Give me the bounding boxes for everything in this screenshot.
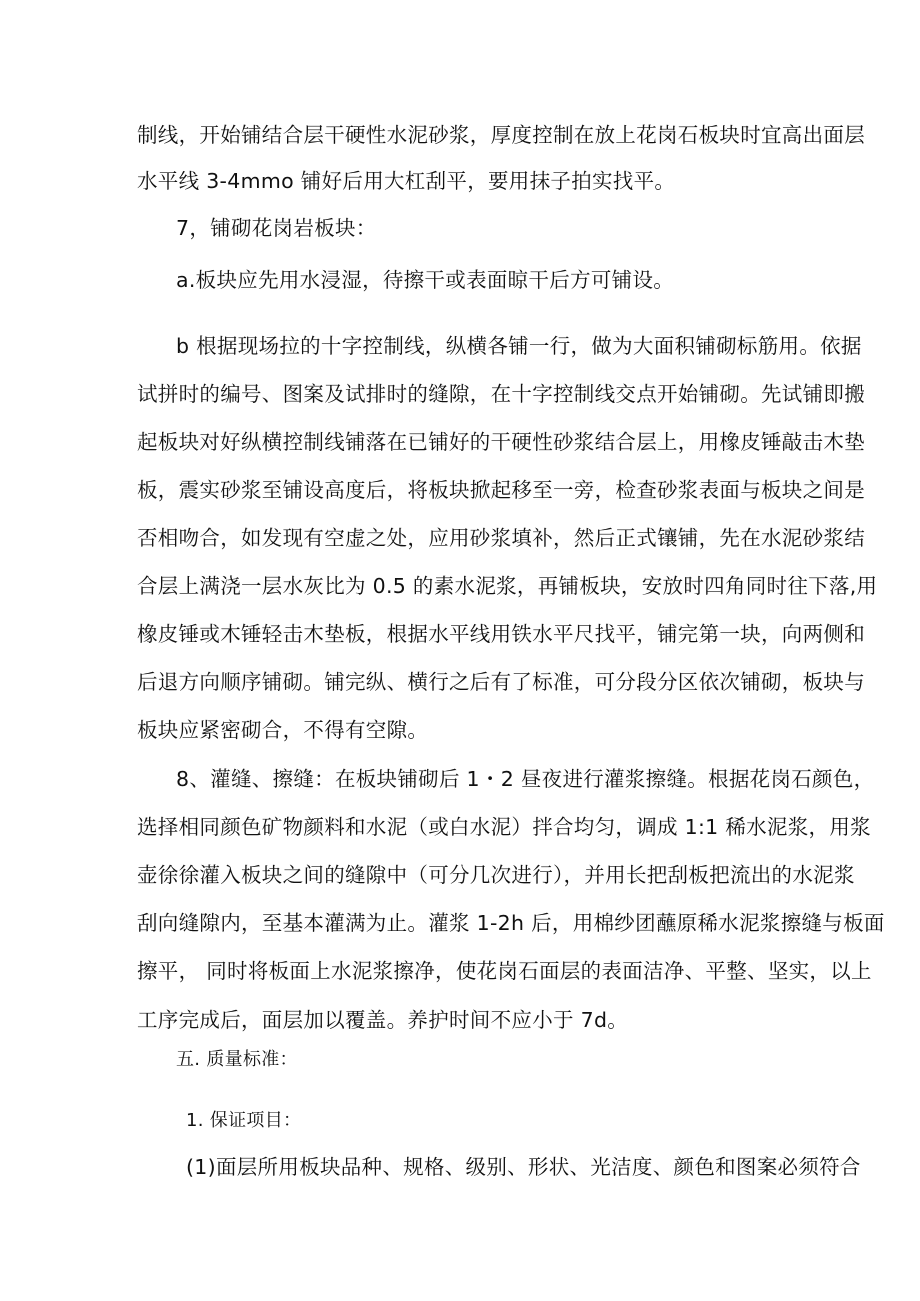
section-heading: 1. 保证项目： xyxy=(186,1110,302,1131)
text-line: 橡皮锤或木锤轻击木垫板，根据水平线用铁水平尺找平，铺完第一块，向两侧和 xyxy=(137,622,865,646)
text-line: 板，震实砂浆至铺设高度后，将板块掀起移至一旁，检查砂浆表面与板块之间是 xyxy=(137,478,865,502)
text-line: 起板块对好纵横控制线铺落在已铺好的干硬性砂浆结合层上，用橡皮锤敲击木垫 xyxy=(137,430,865,454)
text-line: 否相吻合，如发现有空虚之处，应用砂浆填补，然后正式镶铺，先在水泥砂浆结 xyxy=(137,526,865,550)
text-line: 试拼时的编号、图案及试排时的缝隙，在十字控制线交点开始铺砌。先试铺即搬 xyxy=(137,382,865,406)
text-line: 制线，开始铺结合层干硬性水泥砂浆，厚度控制在放上花岗石板块时宜高出面层 xyxy=(137,123,865,147)
text-line: a.板块应先用水浸湿，待擦干或表面晾干后方可铺设。 xyxy=(176,268,675,292)
section-heading: 五. 质量标准： xyxy=(176,1049,298,1070)
text-line: (1)面层所用板块品种、规格、级别、形状、光洁度、颜色和图案必须符合 xyxy=(186,1155,861,1179)
text-line: 水平线 3-4mmo 铺好后用大杠刮平，要用抹子拍实找平。 xyxy=(137,169,676,193)
text-line: 刮向缝隙内，至基本灌满为止。灌浆 1-2h 后，用棉纱团蘸原稀水泥浆擦缝与板面 xyxy=(137,911,885,935)
text-line: 选择相同颜色矿物颜料和水泥（或白水泥）拌合均匀，调成 1:1 稀水泥浆，用浆 xyxy=(137,815,871,839)
text-line: 合层上满浇一层水灰比为 0.5 的素水泥浆，再铺板块，安放时四角同时往下落,用 xyxy=(137,574,878,598)
text-line: 壶徐徐灌入板块之间的缝隙中（可分几次进行），并用长把刮板把流出的水泥浆 xyxy=(137,863,855,887)
section-heading: 8、灌缝、擦缝：在板块铺砌后 1・2 昼夜进行灌浆擦缝。根据花岗石颜色， xyxy=(176,767,875,791)
text-line: 后退方向顺序铺砌。铺完纵、横行之后有了标准，可分段分区依次铺砌，板块与 xyxy=(137,670,865,694)
text-line: 擦平， 同时将板面上水泥浆擦净，使花岗石面层的表面洁净、平整、坚实，以上 xyxy=(137,959,872,983)
text-line: b 根据现场拉的十字控制线，纵横各铺一行，做为大面积铺砌标筋用。依据 xyxy=(176,334,862,358)
text-line: 工序完成后，面层加以覆盖。养护时间不应小于 7d。 xyxy=(137,1008,629,1032)
section-heading: 7，铺砌花岗岩板块： xyxy=(176,216,377,240)
text-line: 板块应紧密砌合，不得有空隙。 xyxy=(137,718,429,742)
